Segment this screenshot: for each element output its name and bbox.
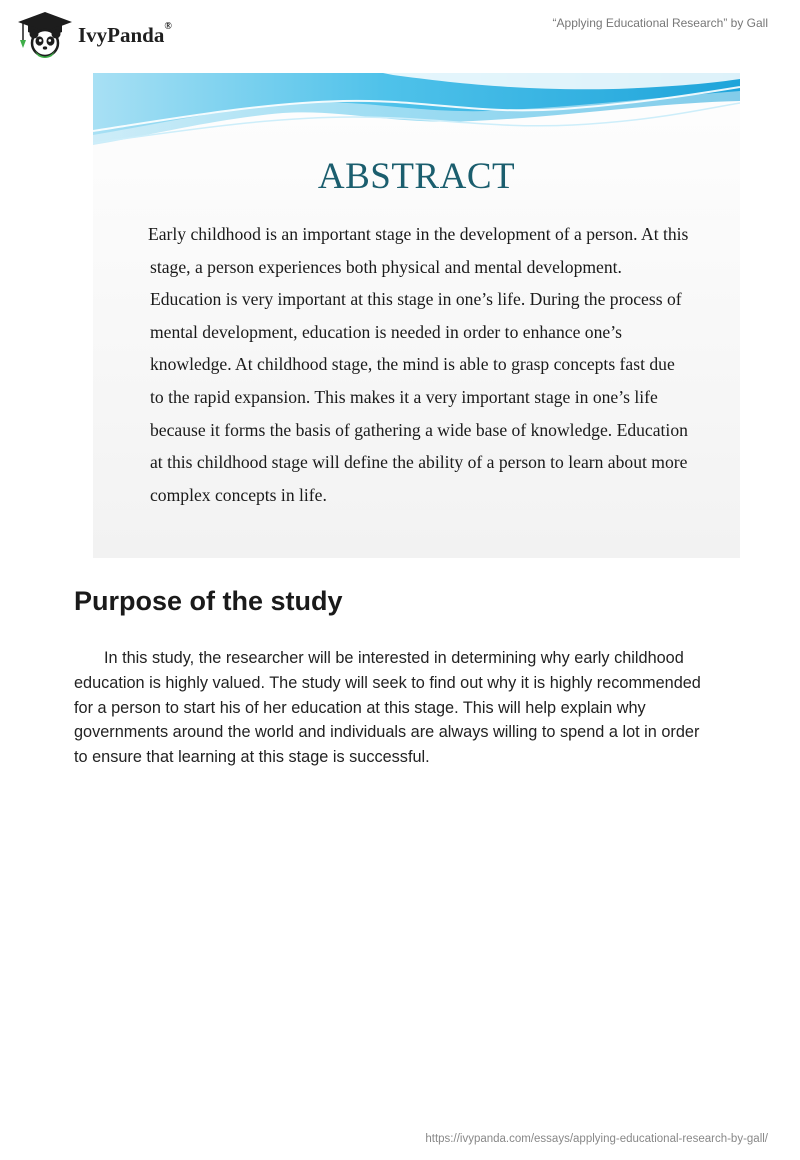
paragraph-line: In this study, the researcher will be interested in determining why early childhood [104,649,684,667]
paragraph-line: to ensure that learning at this stage is successful. [74,748,430,767]
abstract-figure [93,73,740,558]
abstract-line: to the rapid expansion. This makes it a very important stage in one’s life [150,386,658,407]
paragraph-line: for a person to start his of her education at this stage. This will help explain why [74,698,646,717]
abstract-line: knowledge. At childhood stage, the mind is able to grasp concepts fast due [150,354,675,375]
panda-graduate-icon [14,10,76,58]
brand-logo[interactable] [14,10,172,58]
paragraph-line: education is highly valued. The study will seek to find out why it is highly recommended [74,673,701,692]
abstract-text [150,218,710,511]
source-url-link[interactable]: https://ivypanda.com/essays/applying-educational-research-by-gall/ [425,1133,768,1145]
abstract-line: Early childhood is an important stage in the development of a person. At this [148,224,689,244]
abstract-heading: ABSTRACT [317,156,516,197]
document-title: “Applying Educational Research” by Gall [552,16,768,30]
wave-decoration [93,73,740,153]
brand-name: IvyPanda [78,22,165,47]
section-paragraph [74,646,734,770]
abstract-line: at this childhood stage will define the ability of a person to learn about more [150,452,688,473]
abstract-line: Education is very important at this stage in one’s life. During the process of [150,289,682,310]
abstract-line: mental development, education is needed in order to enhance one’s [150,321,622,342]
registered-mark: ® [164,20,172,32]
section-heading: Purpose of the study [74,586,343,616]
abstract-line: stage, a person experiences both physical and mental development. [150,256,622,277]
abstract-line: complex concepts in life. [150,484,327,505]
abstract-line: because it forms the basis of gathering a wide base of knowledge. Education [150,419,688,440]
paragraph-line: governments around the world and individuals are always willing to spend a lot in order [74,723,700,742]
